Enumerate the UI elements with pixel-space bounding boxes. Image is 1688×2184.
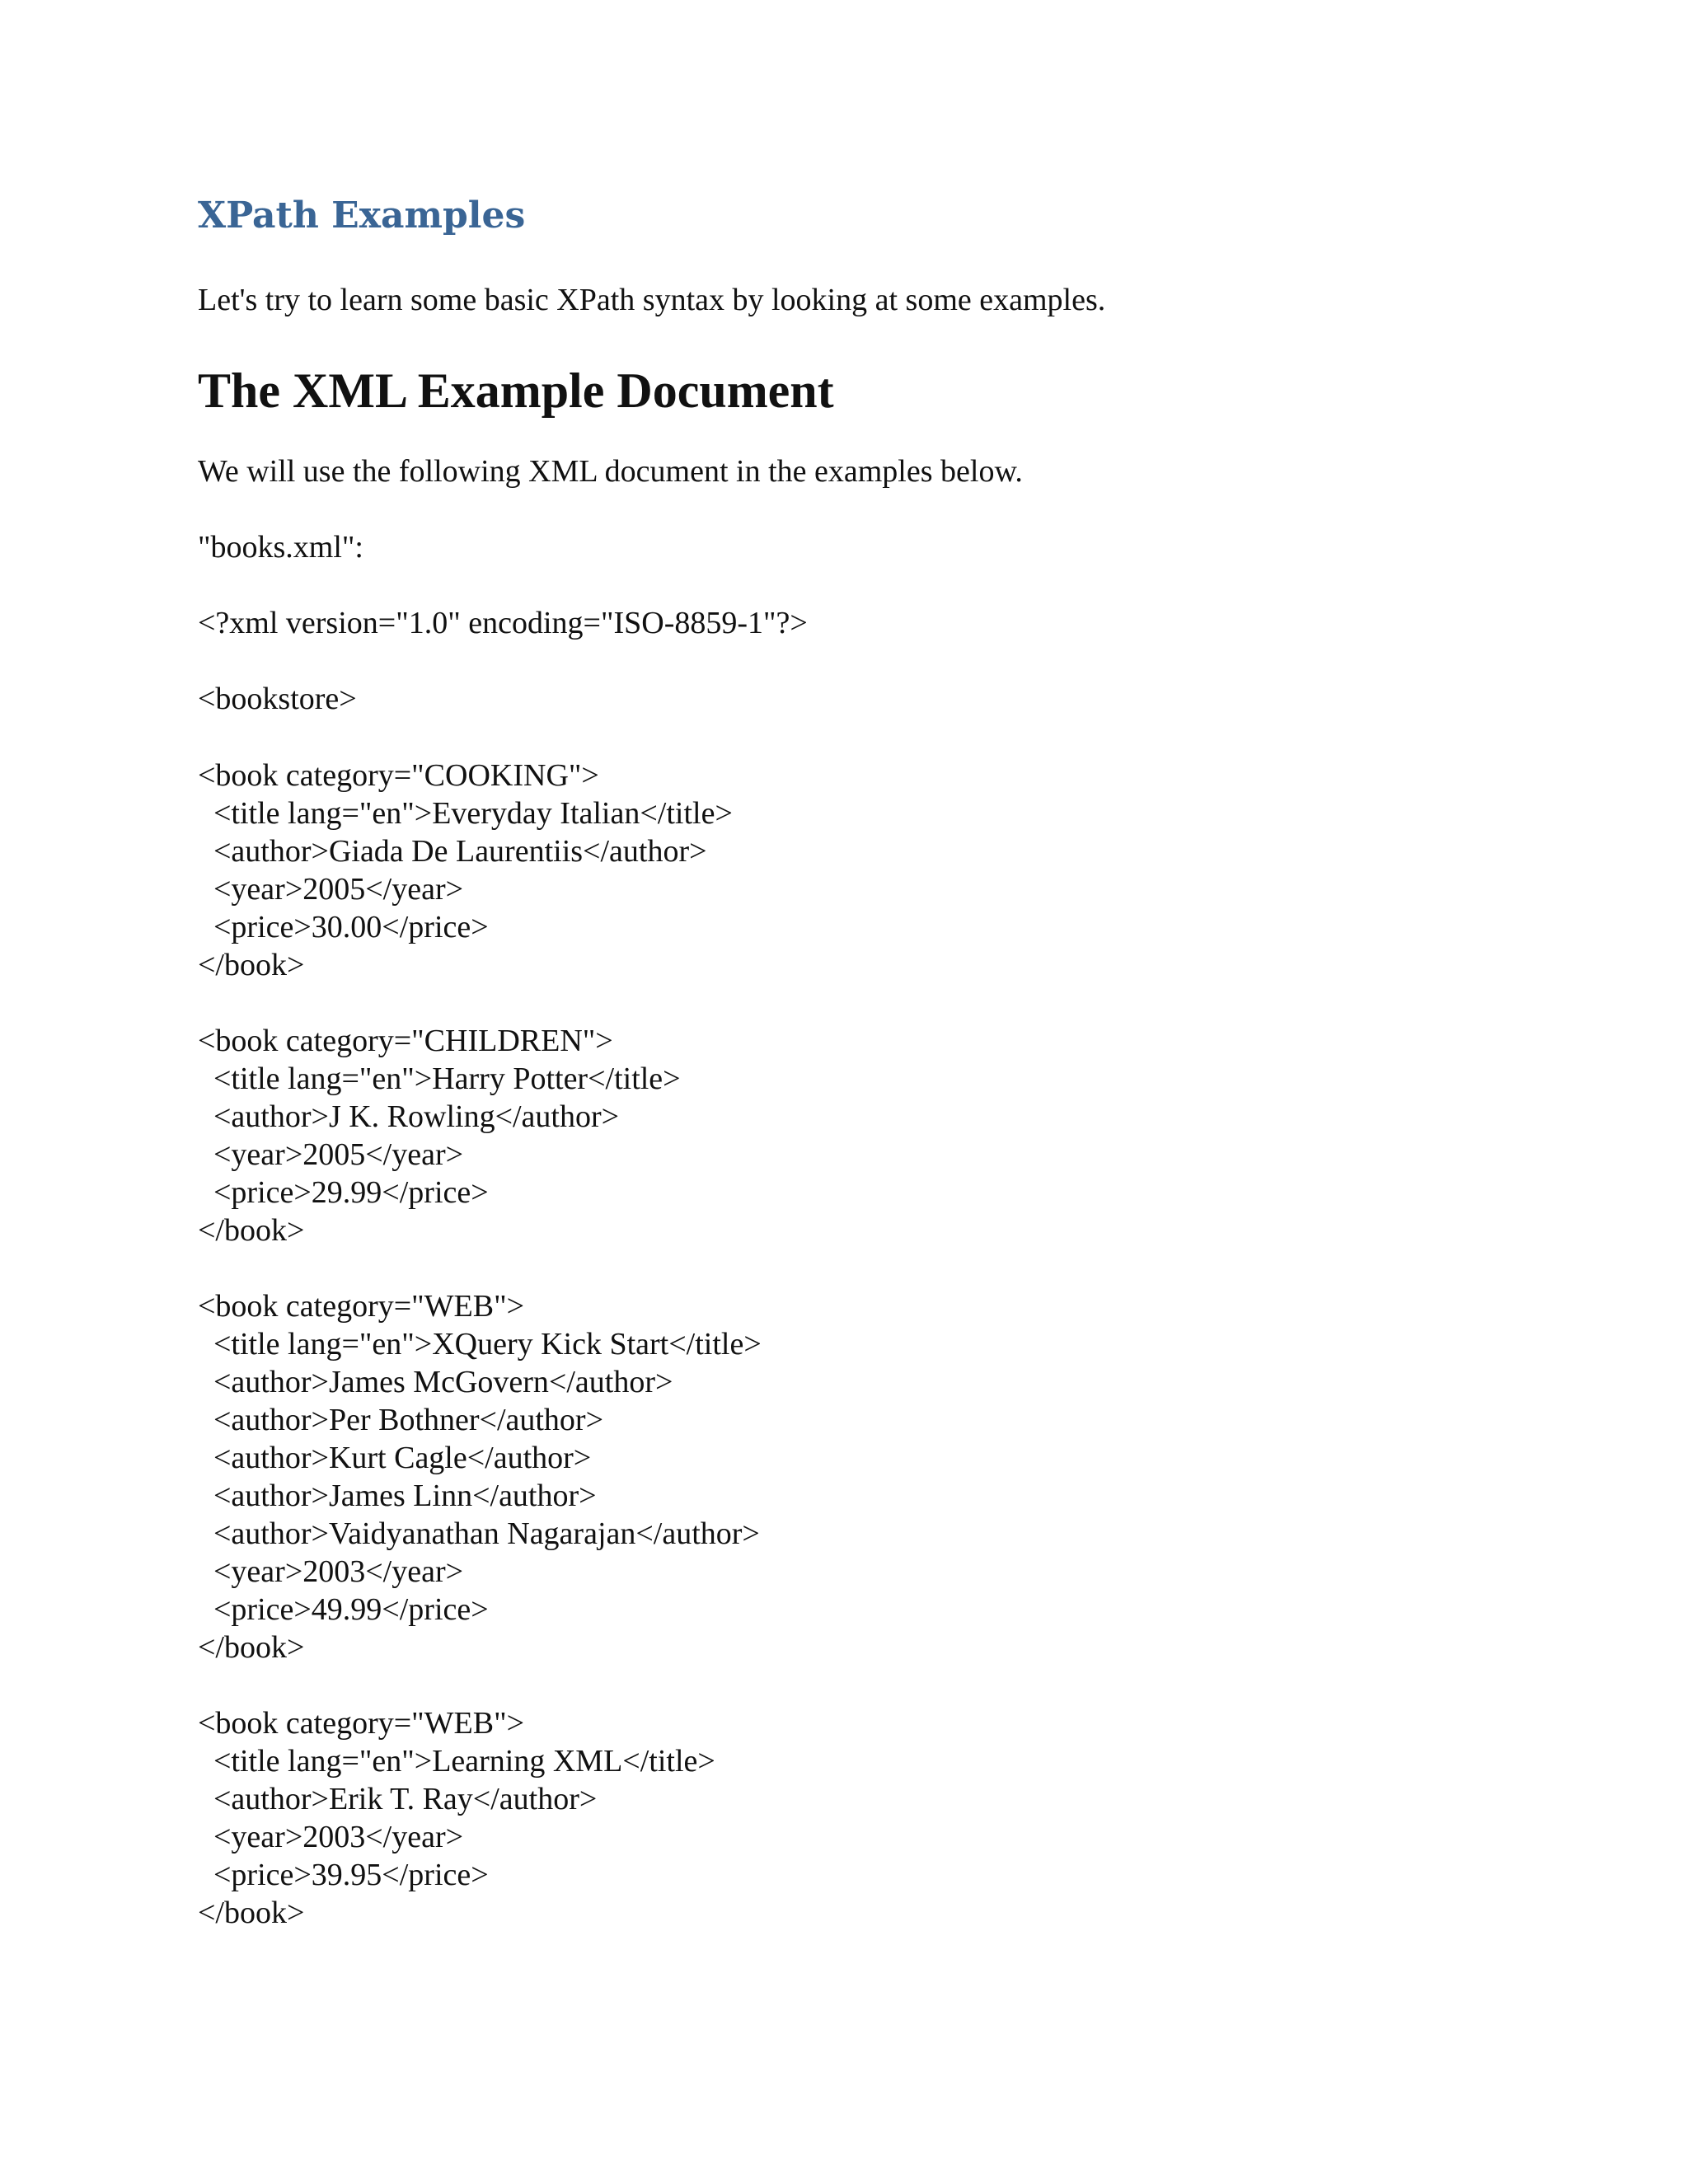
code-line: <book category="WEB">: [198, 1706, 525, 1741]
bookstore-open-tag: <bookstore>: [198, 682, 357, 716]
code-line: <author>James McGovern</author>: [198, 1365, 673, 1399]
code-line: <price>39.95</price>: [198, 1858, 489, 1892]
code-line: <book category="WEB">: [198, 1289, 525, 1324]
code-line: <author>Kurt Cagle</author>: [198, 1441, 592, 1475]
code-line: <author>Giada De Laurentiis</author>: [198, 834, 707, 869]
code-line: <year>2003</year>: [198, 1820, 464, 1854]
code-line: <author>Per Bothner</author>: [198, 1403, 604, 1437]
section-intro-paragraph: We will use the following XML document in the examples below.: [198, 454, 1023, 489]
code-line: <price>49.99</price>: [198, 1592, 489, 1627]
code-line: <author>Erik T. Ray</author>: [198, 1782, 598, 1816]
section-heading: The XML Example Document: [198, 363, 834, 418]
code-line: <book category="CHILDREN">: [198, 1024, 613, 1058]
book-block-children: [198, 1022, 681, 1249]
book-block-web-xquery: [198, 1287, 762, 1666]
code-line: <author>J K. Rowling</author>: [198, 1099, 620, 1134]
book-block-web-learning-xml: [198, 1704, 715, 1932]
code-line: <price>30.00</price>: [198, 910, 489, 944]
code-line: <title lang="en">Learning XML</title>: [198, 1744, 715, 1779]
book-block-cooking: [198, 757, 733, 984]
code-line: <author>Vaidyanathan Nagarajan</author>: [198, 1516, 760, 1551]
intro-paragraph: Let's try to learn some basic XPath syntax by looking at some examples.: [198, 283, 1106, 317]
code-line: <title lang="en">Everyday Italian</title>: [198, 796, 733, 831]
code-line: <year>2005</year>: [198, 1137, 464, 1172]
code-line: <year>2005</year>: [198, 872, 464, 907]
code-line: <author>James Linn</author>: [198, 1479, 597, 1513]
code-line: <price>29.99</price>: [198, 1175, 489, 1210]
code-line: <title lang="en">Harry Potter</title>: [198, 1062, 681, 1096]
code-line: <year>2003</year>: [198, 1554, 464, 1589]
xml-declaration: <?xml version="1.0" encoding="ISO-8859-1"?>: [198, 606, 808, 640]
code-line: <title lang="en">XQuery Kick Start</title>: [198, 1327, 762, 1361]
code-line: </book>: [198, 1896, 305, 1930]
code-line: </book>: [198, 1630, 305, 1665]
code-line: </book>: [198, 1213, 305, 1248]
code-line: </book>: [198, 948, 305, 982]
code-line: <book category="COOKING">: [198, 758, 599, 793]
filename-label: "books.xml":: [198, 530, 363, 565]
page-title: XPath Examples: [198, 194, 526, 237]
